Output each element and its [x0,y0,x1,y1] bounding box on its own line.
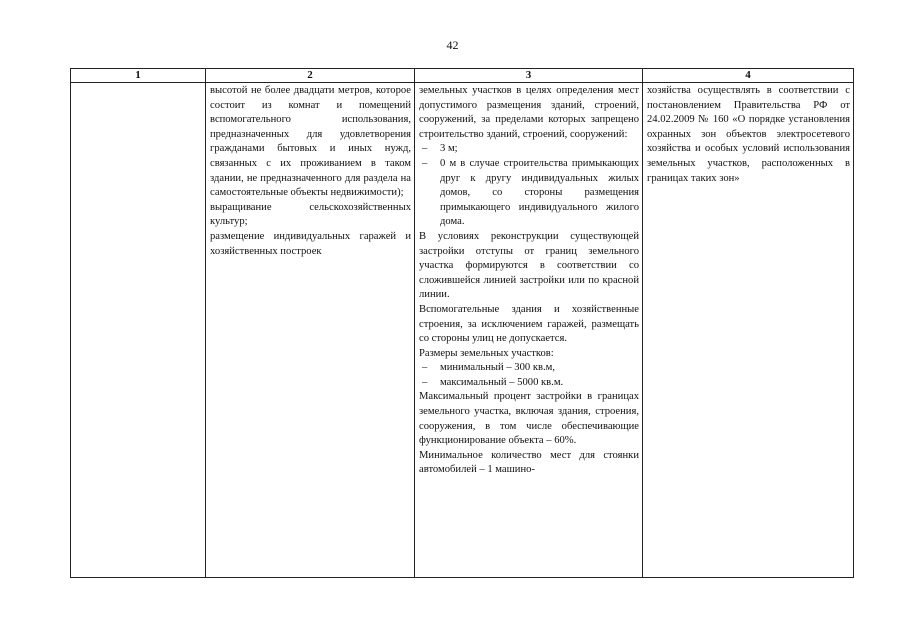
dash-bullet: – [422,362,428,374]
cell-col-1 [71,83,206,578]
plot-sizes-title: Размеры земельных участков: [419,347,554,359]
permitted-use-paragraph: высотой не более двадцати метров, которое состоит из комнат и помещений вспомогательного использования, предназначенных для удовлетворения гражданами бытовых и иных нужд, связанных с их проживанием в таком здании, не предназначенного для раздела на самостоятельные объекты недвижимости); [210,85,411,199]
protection-zone-paragraph: хозяйства осуществлять в соответствии с постановлением Правительства РФ от 24.02.2009 № 160 «О порядке установления охранных зон объектов электросетевого хозяйства и особых условий использования земельных участков, расположенных в границах таких зон» [647,85,850,184]
list-item: – 0 м в случае строительства примыкающих друг к другу индивидуальных жилых домов, со стороны размещения примыкающего индивидуального жилого дома. [422,157,639,228]
dash-bullet: – [422,143,428,155]
column-header-1: 1 [71,69,206,83]
reconstruction-paragraph: В условиях реконструкции существующей застройки отступы от границ земельного участка формируются в соответствии со сложившейся линией застройки или по красной линии. [419,230,639,301]
table-header-row [71,69,854,83]
setback-list [419,142,639,230]
column-header-2: 2 [206,69,415,83]
list-item: – минимальный – 300 кв.м, [419,361,639,376]
auxiliary-buildings-paragraph: Вспомогательные здания и хозяйственные строения, за исключением гаражей, размещать со стороны улиц не допускается. [419,303,639,345]
column-header-4: 4 [643,69,854,83]
parking-paragraph: Минимальное количество мест для стоянки автомобилей – 1 машино- [419,449,639,476]
cell-col-4 [643,83,854,578]
permitted-use-paragraph: выращивание сельскохозяйственных культур; [210,201,411,228]
dash-bullet: – [422,157,428,169]
page-number: 42 [446,38,459,52]
column-header-3: 3 [415,69,643,83]
max-coverage-paragraph: Максимальный процент застройки в границах земельного участка, включая здания, строения, сооружения, в том числе обеспечивающие функционирование объекта – 60%. [419,391,639,447]
table-row [71,83,854,578]
cell-col-3 [415,83,643,578]
permitted-use-paragraph: размещение индивидуальных гаражей и хозяйственных построек [210,230,411,257]
plot-sizes-list [419,361,639,390]
setback-intro: земельных участков в целях определения мест допустимого размещения зданий, строений, сооружений, за пределами которых запрещено строительство зданий, строений, сооружений: [419,85,639,140]
list-item: – максимальный – 5000 кв.м. [419,376,639,391]
dash-bullet: – [422,376,428,388]
cell-col-2 [206,83,415,578]
list-item: – 3 м; [419,142,639,157]
regulations-table [70,68,854,578]
